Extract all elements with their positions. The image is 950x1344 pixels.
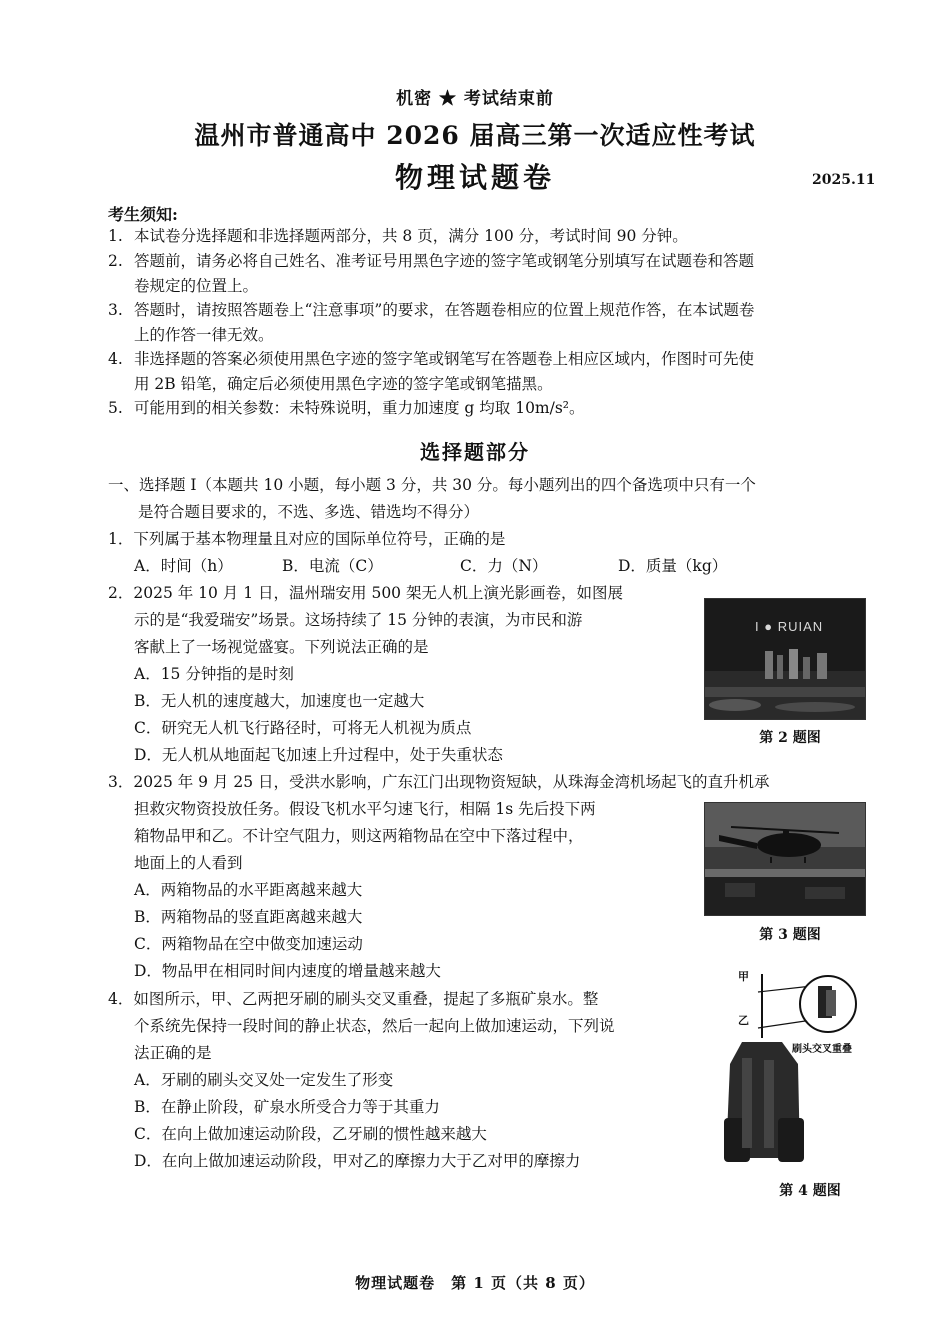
part1-line-1: 一、选择题 I（本题共 10 小题，每小题 3 分，共 30 分。每小题列出的四个备选项中只有一个 — [108, 476, 756, 494]
q3-stem-line: 地面上的人看到 — [134, 854, 243, 872]
notice-num: 1. — [108, 227, 123, 245]
notice-num: 4. — [108, 350, 123, 368]
confidential-label: 机密 ★ 考试结束前 — [396, 89, 554, 109]
q3-figure-helicopter — [704, 802, 866, 916]
q3-option-b: B．两箱物品的竖直距离越来越大 — [134, 908, 363, 926]
notice-num: 5. — [108, 399, 123, 417]
q4-option-b: B．在静止阶段，矿泉水所受合力等于其重力 — [134, 1098, 440, 1116]
page-footer: 物理试题卷 第 1 页（共 8 页） — [355, 1274, 595, 1292]
q1-option-a: A．时间（h） — [134, 557, 233, 575]
q4-stem-line: 法正确的是 — [134, 1044, 212, 1062]
q2-option-a: A．15 分钟指的是时刻 — [134, 665, 294, 683]
q3-stem-line: 担救灾物资投放任务。假设飞机水平匀速飞行，相隔 1s 先后投下两 — [134, 800, 596, 818]
notice-title: 考生须知: — [108, 205, 178, 224]
q2-stem-line: 示的是“我爱瑞安”场景。这场持续了 15 分钟的表演，为市民和游 — [134, 611, 583, 629]
notice-item-4 — [108, 347, 888, 397]
q4-figure-toothbrush — [712, 968, 872, 1178]
q4-caption: 第 4 题图 — [779, 1183, 841, 1199]
q3-option-a: A．两箱物品的水平距离越来越大 — [134, 881, 363, 899]
q1-option-d: D．质量（kg） — [618, 557, 728, 575]
q2-caption: 第 2 题图 — [759, 730, 821, 746]
question-2 — [108, 580, 698, 769]
q3-option-c: C．两箱物品在空中做变加速运动 — [134, 935, 363, 953]
q1-options — [108, 553, 888, 580]
notice-item-1 — [108, 224, 888, 249]
q3-caption: 第 3 题图 — [759, 927, 821, 943]
q4-option-c: C．在向上做加速运动阶段，乙牙刷的惯性越来越大 — [134, 1125, 487, 1143]
notice-text: 可能用到的相关参数：未特殊说明，重力加速度 g 均取 10m/s²。 — [134, 399, 585, 417]
exam-title: 温州市普通高中 2026 届高三第一次适应性考试 — [194, 121, 756, 150]
q3-stem-line: 3．2025 年 9 月 25 日，受洪水影响，广东江门出现物资短缺，从珠海金湾机场起飞的直升机承 — [108, 773, 770, 791]
q4-stem-line: 个系统先保持一段时间的静止状态，然后一起向上做加速运动，下列说 — [134, 1017, 615, 1035]
question-4 — [108, 986, 708, 1175]
q2-option-d: D．无人机从地面起飞加速上升过程中，处于失重状态 — [134, 746, 503, 764]
part1-instructions — [108, 472, 888, 526]
drone-show-text: I ● RUIAN — [755, 619, 824, 634]
label-cross: 刷头交叉重叠 — [792, 1044, 852, 1055]
notice-item-3 — [108, 298, 888, 348]
q4-option-a: A．牙刷的刷头交叉处一定发生了形变 — [134, 1071, 394, 1089]
section-title: 选择题部分 — [420, 440, 530, 464]
notice-text: 本试卷分选择题和非选择题两部分，共 8 页，满分 100 分，考试时间 90 分钟。 — [134, 227, 688, 245]
notice-num: 3. — [108, 301, 123, 319]
notice-item-5 — [108, 396, 888, 421]
q3-stem-line: 箱物品甲和乙。不计空气阻力，则这两箱物品在空中下落过程中， — [134, 827, 584, 845]
notice-text-cont: 卷规定的位置上。 — [134, 277, 259, 295]
q4-option-d: D．在向上做加速运动阶段，甲对乙的摩擦力大于乙对甲的摩擦力 — [134, 1152, 581, 1170]
drone-show-illustration — [705, 599, 865, 719]
q2-option-b: B．无人机的速度越大，加速度也一定越大 — [134, 692, 425, 710]
notice-item-2 — [108, 249, 888, 299]
q1-option-b: B．电流（C） — [282, 557, 383, 575]
q2-figure-drone-show — [704, 598, 866, 720]
notice-num: 2. — [108, 252, 123, 270]
q1-option-c: C．力（N） — [460, 557, 548, 575]
label-yi: 乙 — [738, 1014, 749, 1027]
question-1 — [108, 526, 888, 580]
toothbrush-bottles-illustration — [712, 968, 872, 1178]
notice-text: 答题前，请务必将自己姓名、准考证号用黑色字迹的签字笔或钢笔分别填写在试题卷和答题 — [134, 252, 755, 270]
notice-text: 非选择题的答案必须使用黑色字迹的签字笔或钢笔写在答题卷上相应区域内，作图时可先使 — [134, 350, 755, 368]
q4-stem-line: 4．如图所示，甲、乙两把牙刷的刷头交叉重叠，提起了多瓶矿泉水。整 — [108, 990, 599, 1008]
exam-date: 2025.11 — [812, 172, 876, 188]
q2-option-c: C．研究无人机飞行路径时，可将无人机视为质点 — [134, 719, 472, 737]
q2-stem-line: 客献上了一场视觉盛宴。下列说法正确的是 — [134, 638, 429, 656]
q1-stem: 1．下列属于基本物理量且对应的国际单位符号，正确的是 — [108, 530, 506, 548]
subject-title: 物理试题卷 — [394, 161, 555, 194]
q2-stem-line: 2．2025 年 10 月 1 日，温州瑞安用 500 架无人机上演光影画卷，如图展 — [108, 584, 623, 602]
q3-option-d: D．物品甲在相同时间内速度的增量越来越大 — [134, 962, 441, 980]
notice-text-cont: 上的作答一律无效。 — [134, 326, 274, 344]
notice-text-cont: 用 2B 铅笔，确定后必须使用黑色字迹的签字笔或钢笔描黑。 — [134, 375, 553, 393]
label-jia: 甲 — [738, 970, 749, 983]
part1-line-2: 是符合题目要求的，不选、多选、错选均不得分） — [138, 503, 480, 521]
notice-text: 答题时，请按照答题卷上“注意事项”的要求，在答题卷相应的位置上规范作答，在本试题卷 — [134, 301, 755, 319]
helicopter-illustration — [705, 803, 865, 915]
